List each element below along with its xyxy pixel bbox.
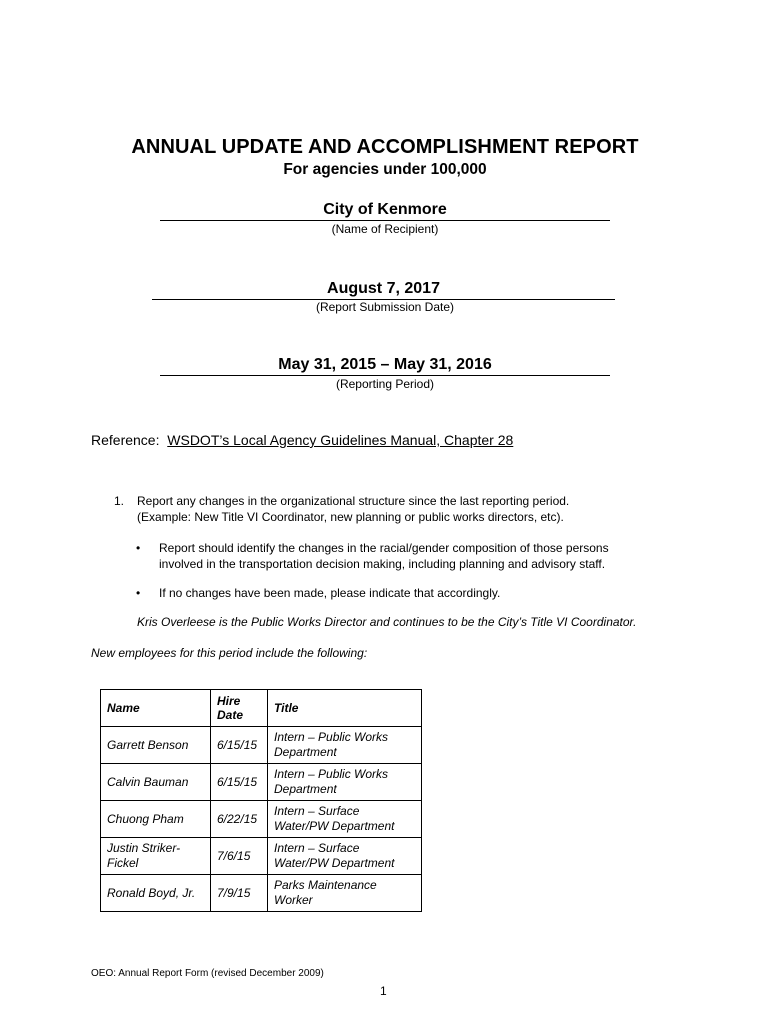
reporting-period-label: (Reporting Period) [335,377,435,391]
table-row [101,764,422,801]
reference-prefix: Reference: [91,432,168,448]
header-hire-date-line1: Hire [217,694,241,708]
employee-name: Calvin Bauman [101,764,211,801]
header-hire-date [211,690,268,727]
page-number: 1 [380,984,387,998]
employee-name: Justin Striker- Fickel [101,838,211,875]
employee-title: Parks Maintenance Worker [268,875,422,912]
employees-table [100,689,422,912]
table-header-row [101,690,422,727]
employee-name: Garrett Benson [101,727,211,764]
report-title: ANNUAL UPDATE AND ACCOMPLISHMENT REPORT [131,136,639,158]
question-number: 1. [114,494,125,508]
reporting-period-field: May 31, 2015 – May 31, 2016 [160,355,610,376]
form-revision-note: OEO: Annual Report Form (revised December 2009) [91,968,324,979]
submission-date-label: (Report Submission Date) [315,300,455,314]
table-row [101,875,422,912]
recipient-field: City of Kenmore [160,200,610,221]
bullet-text-line1: Report should identify the changes in the racial/gender composition of those persons [159,541,609,555]
new-employees-intro: New employees for this period include the following: [91,646,368,660]
report-subtitle: For agencies under 100,000 [283,161,487,178]
bullet-icon: • [136,586,141,600]
employee-title: Intern – Public Works Department [268,727,422,764]
reference-manual-link: WSDOT’s Local Agency Guidelines Manual, Chapter 28 [167,432,514,448]
employee-hire-date: 6/22/15 [211,801,268,838]
answer-text: Kris Overleese is the Public Works Director and continues to be the City’s Title VI Coordinator. [137,615,637,629]
bullet-icon: • [136,541,141,555]
employee-hire-date: 7/6/15 [211,838,268,875]
employee-title: Intern – Surface Water/PW Department [268,801,422,838]
submission-date-field: August 7, 2017 [152,279,615,300]
table-row [101,801,422,838]
employee-name: Ronald Boyd, Jr. [101,875,211,912]
table-row [101,838,422,875]
table-row [101,727,422,764]
header-hire-date-line2: Date [217,708,244,722]
header-title: Title [268,690,422,727]
recipient-label: (Name of Recipient) [331,222,439,236]
employee-title: Intern – Public Works Department [268,764,422,801]
bullet-text-line2: involved in the transportation decision making, including planning and advisory staff. [159,557,606,571]
reference-line [91,432,513,448]
employee-hire-date: 6/15/15 [211,764,268,801]
bullet-text-line1: If no changes have been made, please indicate that accordingly. [159,586,501,600]
employee-hire-date: 6/15/15 [211,727,268,764]
question-text-line1: Report any changes in the organizational structure since the last reporting period. [137,494,570,508]
employee-hire-date: 7/9/15 [211,875,268,912]
header-name: Name [101,690,211,727]
question-text-line2: (Example: New Title VI Coordinator, new planning or public works directors, etc). [137,510,564,524]
employee-title: Intern – Surface Water/PW Department [268,838,422,875]
employee-name: Chuong Pham [101,801,211,838]
